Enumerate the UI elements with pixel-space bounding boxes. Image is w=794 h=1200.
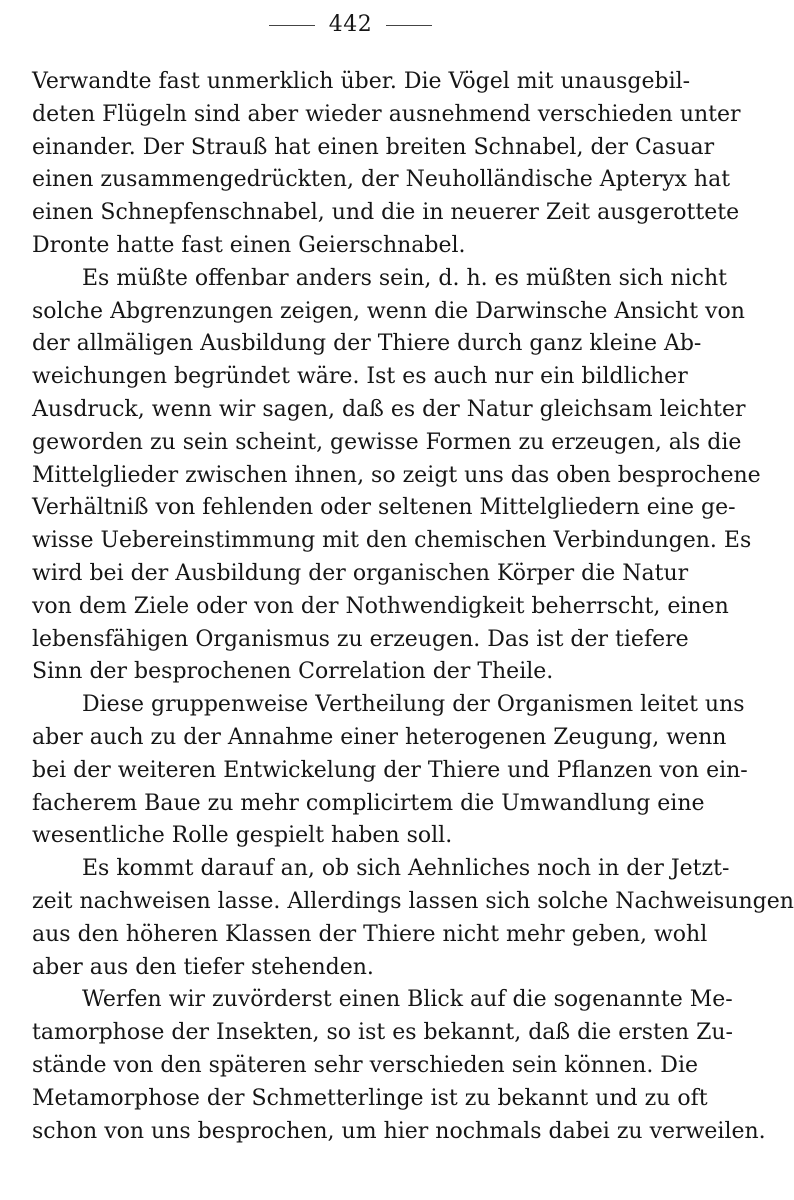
text-line: von dem Ziele oder von der Nothwendigkeit beherrscht, einen (32, 593, 729, 619)
text-line: Mittelglieder zwischen ihnen, so zeigt uns das oben besprochene (32, 462, 761, 488)
text-line: aber auch zu der Annahme einer heterogenen Zeugung, wenn (32, 724, 727, 750)
text-line: tamorphose der Insekten, so ist es bekannt, daß die ersten Zu- (32, 1020, 733, 1046)
body-text (32, 66, 794, 1148)
page-number: 442 (328, 12, 373, 37)
text-line: einen zusammengedrückten, der Neuholländische Apteryx hat (32, 167, 731, 193)
page-header (32, 8, 669, 42)
text-line: einen Schnepfenschnabel, und die in neuerer Zeit ausgerottete (32, 200, 740, 226)
header-rule-right (386, 25, 432, 26)
text-line: aber aus den tiefer stehenden. (32, 954, 374, 980)
text-line: stände von den späteren sehr verschieden sein können. Die (32, 1052, 699, 1078)
text-line: Es kommt darauf an, ob sich Aehnliches noch in der Jetzt- (82, 856, 730, 882)
text-line: wesentliche Rolle gespielt haben soll. (32, 823, 453, 849)
text-line: aus den höheren Klassen der Thiere nicht mehr geben, wohl (32, 921, 708, 947)
text-line: Es müßte offenbar anders sein, d. h. es müßten sich nicht (82, 265, 728, 291)
text-line: Metamorphose der Schmetterlinge ist zu bekannt und zu oft (32, 1085, 708, 1111)
text-line: bei der weiteren Entwickelung der Thiere und Pflanzen von ein- (32, 757, 748, 783)
text-line: weichungen begründet wäre. Ist es auch nur ein bildlicher (32, 364, 688, 390)
text-line: geworden zu sein scheint, gewisse Formen zu erzeugen, als die (32, 429, 742, 455)
paragraph (32, 984, 766, 1148)
text-line: Diese gruppenweise Vertheilung der Organismen leitet uns (82, 692, 745, 718)
paragraph (32, 853, 794, 984)
header-rule-left (269, 25, 315, 26)
text-line: Dronte hatte fast einen Geierschnabel. (32, 232, 466, 258)
text-line: schon von uns besprochen, um hier nochmals dabei zu verweilen. (32, 1118, 766, 1144)
text-line: Werfen wir zuvörderst einen Blick auf die sogenannte Me- (82, 987, 733, 1013)
text-line: Verwandte fast unmerklich über. Die Vögel mit unausgebil- (32, 69, 691, 94)
text-line: lebensfähigen Organismus zu erzeugen. Das ist der tiefere (32, 626, 689, 652)
text-line: zeit nachweisen lasse. Allerdings lassen sich solche Nachweisungen (32, 888, 794, 914)
text-line: facherem Baue zu mehr complicirtem die Umwandlung eine (32, 790, 705, 816)
paragraph (32, 66, 741, 263)
paragraph (32, 689, 748, 853)
text-line: einander. Der Strauß hat einen breiten Schnabel, der Casuar (32, 134, 715, 160)
text-line: Verhältniß von fehlenden oder seltenen Mittelgliedern eine ge- (32, 495, 736, 521)
text-line: Sinn der besprochenen Correlation der Theile. (32, 659, 554, 685)
paragraph (32, 263, 761, 689)
text-line: wird bei der Ausbildung der organischen Körper die Natur (32, 560, 689, 586)
text-line: wisse Uebereinstimmung mit den chemischen Verbindungen. Es (32, 528, 752, 554)
text-line: der allmäligen Ausbildung der Thiere durch ganz kleine Ab- (32, 331, 702, 357)
text-line: deten Flügeln sind aber wieder ausnehmend verschieden unter (32, 101, 741, 127)
text-line: Ausdruck, wenn wir sagen, daß es der Natur gleichsam leichter (32, 396, 746, 422)
text-line: solche Abgrenzungen zeigen, wenn die Darwinsche Ansicht von (32, 298, 745, 324)
